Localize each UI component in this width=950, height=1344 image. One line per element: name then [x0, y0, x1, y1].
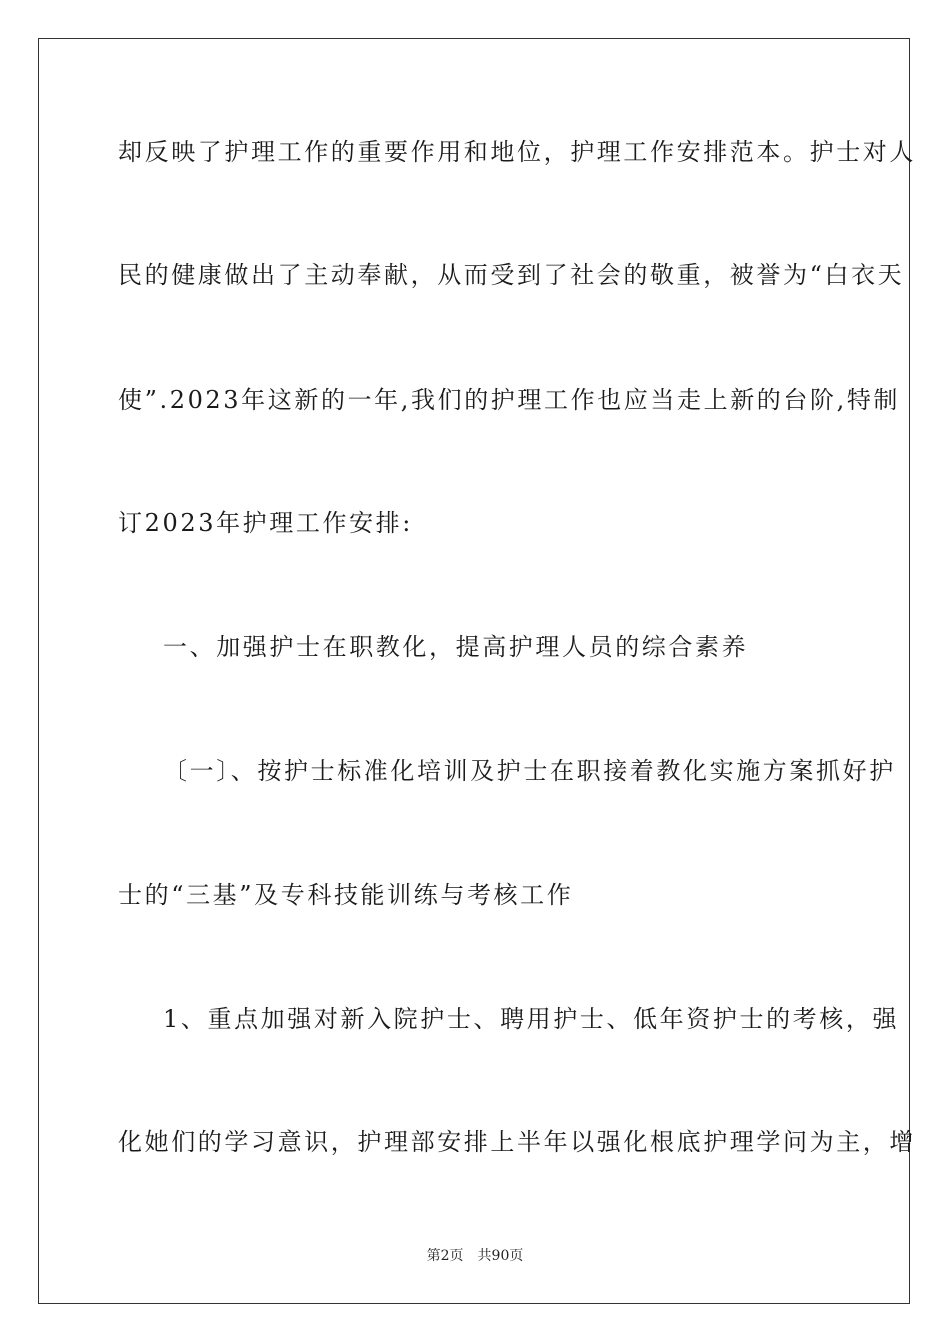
page-border [38, 38, 916, 1304]
page-total: 共90页 [477, 1248, 524, 1264]
page-footer [0, 1246, 950, 1266]
body-text-line: 订2023年护理工作安排: [118, 509, 413, 537]
section-heading: 一、加强护士在职教化，提高护理人员的综合素养 [163, 633, 749, 661]
body-text-line: 民的健康做出了主动奉献，从而受到了社会的敬重，被誉为“白衣天 [118, 261, 905, 289]
list-item-text: 1、重点加强对新入院护士、聘用护士、低年资护士的考核，强 [163, 1005, 900, 1033]
body-text-line: 使”.2023年这新的一年,我们的护理工作也应当走上新的台阶,特制 [118, 386, 901, 414]
page-number: 第2页 [426, 1248, 464, 1264]
body-text-line: 化她们的学习意识，护理部安排上半年以强化根底护理学问为主，增 [118, 1128, 916, 1156]
body-text-line: 士的“三基”及专科技能训练与考核工作 [118, 881, 574, 909]
body-text-line: 却反映了护理工作的重要作用和地位，护理工作安排范本。护士对人 [118, 138, 916, 166]
subsection-heading: 〔一〕、按护士标准化培训及护士在职接着教化实施方案抓好护 [163, 757, 896, 785]
